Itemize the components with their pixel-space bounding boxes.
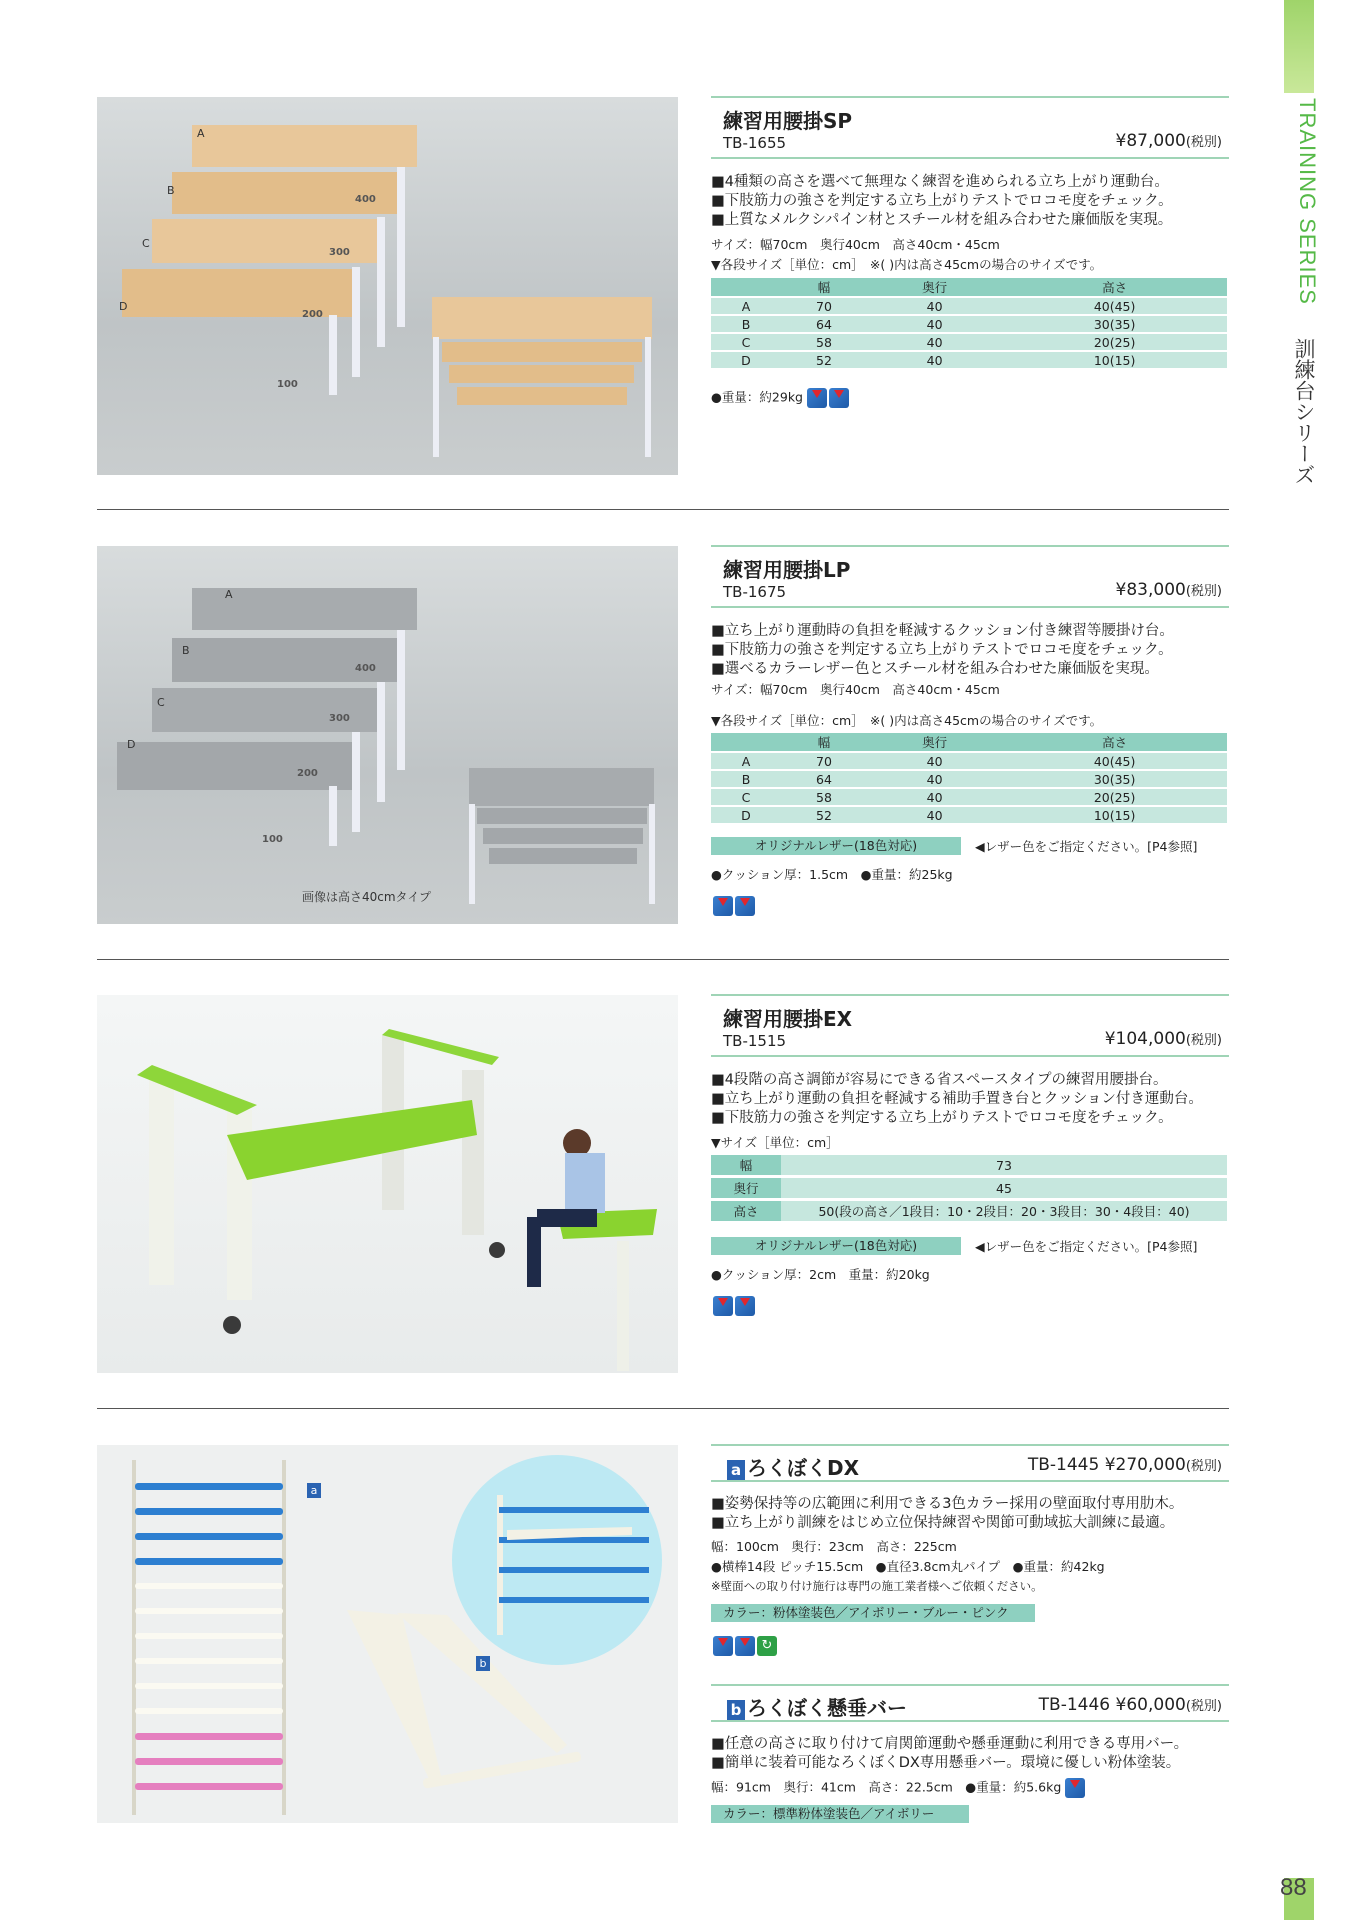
title-rule [711,96,1229,98]
product-photo-ex [97,995,678,1373]
page-number: 88 [1280,1874,1307,1901]
product-price: ¥83,000(税別) [1115,580,1222,600]
product-photo-lp [97,546,678,924]
title-rule [711,1684,1229,1686]
product-name: a ろくぼくDX [727,1452,859,1481]
product-name: 練習用腰掛SP [723,109,853,133]
eco-icon: ↻ [757,1636,777,1656]
section-divider [97,1408,1229,1409]
step-stool-illustration [122,125,652,457]
section-divider [97,959,1229,960]
install-note: ※壁面への取り付け施行は専門の施工業者様へご依頼ください。 [711,1579,1043,1593]
photo-label-b: B [182,644,190,657]
assembly-icon [735,1296,755,1316]
title-rule [711,1480,1229,1482]
table-row: 幅 73 [711,1155,1227,1175]
product-name: 練習用腰掛LP [723,558,851,582]
photo-badge-b: b [476,1656,490,1671]
title-rule [711,1720,1229,1722]
size-note: ▼サイズ［単位：cm］ [711,1135,839,1150]
table-row: C 58 40 20(25) [711,334,1227,350]
title-rule [711,1055,1229,1057]
wall-bar-illustration [132,1455,662,1815]
table-row: A 70 40 40(45) [711,298,1227,314]
size-line: サイズ：幅70cm 奥行40cm 高さ40cm・45cm [711,682,1000,697]
section-divider [97,509,1229,510]
size-table: 幅 奥行 高さ A 70 40 40(45) B 64 40 30(35) C 58 40 20(25) D 52 40 10(15) [711,276,1227,370]
table-row: C 58 40 20(25) [711,789,1227,805]
size-line: サイズ：幅70cm 奥行40cm 高さ40cm・45cm [711,237,1000,252]
product-description: ■任意の高さに取り付けて肩関節運動や懸垂運動に利用できる専用バー。 ■簡単に装着可能なろくぼくDX専用懸垂バー。環境に優しい粉体塗装。 [711,1736,1189,1771]
delivery-icon [713,896,733,916]
cushion-step-illustration [117,588,655,904]
color-pill: カラー：粉体塗装色／アイボリー・ブルー・ピンク [711,1604,1035,1622]
cushion-weight: ●クッション厚：1.5cm ●重量：約25kg [711,867,953,882]
series-title-jp: 訓練台シリーズ [1292,338,1316,485]
cushion-weight: ●クッション厚：2cm 重量：約20kg [711,1267,930,1282]
color-pill: カラー：標準粉体塗装色／アイボリー [711,1805,969,1823]
table-row: B 64 40 30(35) [711,771,1227,787]
photo-label-d: D [127,738,136,751]
table-row: 高さ 50(段の高さ／1段目：10・2段目：20・3段目：30・4段目：40) [711,1201,1227,1221]
product-description: ■4段階の高さ調節が容易にできる省スペースタイプの練習用腰掛台。 ■立ち上がり運動の負担を軽減する補助手置き台とクッション付き運動台。 ■下肢筋力の強さを判定する立ち上がりテストでロコモ度をチェック。 [711,1072,1203,1126]
size-line: 幅：91cm 奥行：41cm 高さ：22.5cm ●重量：約5.6kg [711,1778,1087,1798]
photo-label-b: B [167,184,175,197]
weight-line: ●重量：約29kg [711,388,851,408]
size-table [711,1152,1227,1224]
product-description: ■立ち上がり運動時の負担を軽減するクッション付き練習等腰掛け台。 ■下肢筋力の強さを判定する立ち上がりテストでロコモ度をチェック。 ■選べるカラーレザー色とスチール材を組み合わせた廉価版を実現。 [711,623,1174,677]
series-title-en: TRAINING SERIES [1295,98,1320,305]
product-price: TB-1445 ¥270,000(税別) [1027,1455,1222,1475]
product-code: TB-1515 [723,1032,787,1050]
delivery-icon [1065,1778,1085,1798]
product-name: 練習用腰掛EX [723,1007,853,1031]
leather-pill: オリジナルレザー(18色対応) [711,837,961,855]
table-row: A 70 40 40(45) [711,753,1227,769]
product-price: ¥87,000(税別) [1115,131,1222,151]
photo-caption: 画像は高さ40cmタイプ [302,890,431,904]
product-photo-rokuboku [97,1445,678,1823]
table-row: D 52 40 10(15) [711,352,1227,368]
size-line: 幅：100cm 奥行：23cm 高さ：225cm [711,1539,957,1554]
step-label-100: 100 [262,834,283,845]
table-row: B 64 40 30(35) [711,316,1227,332]
adjustable-stool-illustration [137,1029,657,1371]
title-rule [711,994,1229,996]
photo-label-a: A [197,127,205,140]
icon-row [713,1295,757,1316]
side-tab-top [1284,0,1314,93]
assembly-icon [735,896,755,916]
title-rule [711,606,1229,608]
table-note: ▼各段サイズ［単位：cm］ ※( )内は高さ45cmの場合のサイズです。 [711,257,1103,272]
size-table: 幅 奥行 高さ A 70 40 40(45) B 64 40 30(35) C 58 40 20(25) D 52 40 10(15) [711,731,1227,825]
product-price: ¥104,000(税別) [1104,1029,1222,1049]
photo-label-d: D [119,300,128,313]
delivery-icon [713,1636,733,1656]
assembly-icon [829,388,849,408]
photo-label-c: C [157,696,165,709]
product-photo-sp [97,97,678,475]
title-rule [711,157,1229,159]
delivery-icon [713,1296,733,1316]
badge-b: b [727,1700,745,1720]
title-rule [711,1444,1229,1446]
step-label-300: 300 [329,713,350,724]
step-label-400: 400 [355,663,376,674]
product-code: TB-1655 [723,134,787,152]
spec-line: ●横棒14段 ピッチ15.5cm ●直径3.8cm丸パイプ ●重量：約42kg [711,1559,1105,1574]
product-price: TB-1446 ¥60,000(税別) [1038,1695,1222,1715]
step-label-100: 100 [277,379,298,390]
photo-label-a: A [225,588,233,601]
table-row: D 52 40 10(15) [711,807,1227,823]
step-label-200: 200 [302,309,323,320]
product-code: TB-1675 [723,583,787,601]
photo-label-c: C [142,237,150,250]
title-rule [711,545,1229,547]
step-label-200: 200 [297,768,318,779]
leather-note: ◀レザー色をご指定ください。[P4参照] [975,839,1198,854]
table-note: ▼各段サイズ［単位：cm］ ※( )内は高さ45cmの場合のサイズです。 [711,713,1103,728]
step-label-300: 300 [329,247,350,258]
product-description: ■4種類の高さを選べて無理なく練習を進められる立ち上がり運動台。 ■下肢筋力の強さを判定する立ち上がりテストでロコモ度をチェック。 ■上質なメルクシパイン材とスチール材を組み合わせた廉価版を実現。 [711,174,1173,228]
photo-badge-a: a [307,1483,321,1498]
leather-pill: オリジナルレザー(18色対応) [711,1237,961,1255]
badge-a: a [727,1460,745,1480]
table-row: 奥行 45 [711,1178,1227,1198]
leather-note: ◀レザー色をご指定ください。[P4参照] [975,1239,1198,1254]
assembly-icon [735,1636,755,1656]
delivery-icon [807,388,827,408]
icon-row [713,1635,777,1656]
product-description: ■姿勢保持等の広範囲に利用できる3色カラー採用の壁面取付専用肋木。 ■立ち上がり訓練をはじめ立位保持練習や関節可動域拡大訓練に最適。 [711,1496,1184,1531]
product-name: b ろくぼく懸垂バー [727,1692,907,1721]
icon-row [713,895,757,916]
step-label-400: 400 [355,194,376,205]
